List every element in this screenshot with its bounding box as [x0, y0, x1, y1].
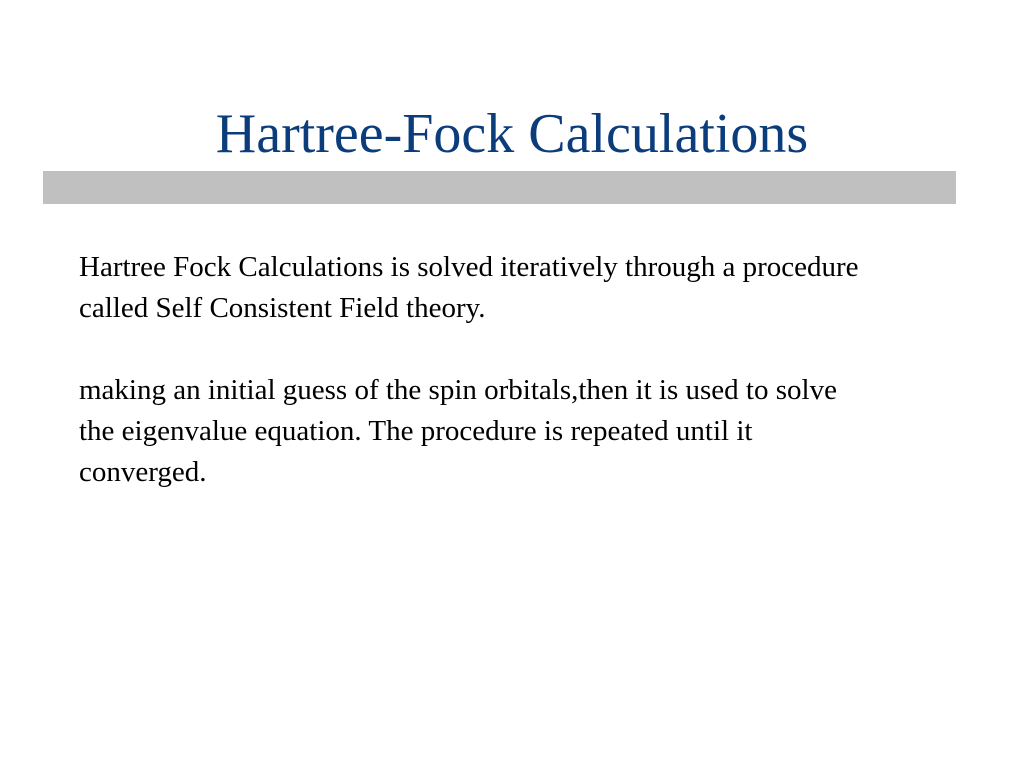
- paragraph-scf-intro: Hartree Fock Calculations is solved iteratively through a procedure called Self Consistent Field theory.: [79, 251, 859, 324]
- title-divider-bar: [43, 171, 956, 204]
- slide-title: Hartree-Fock Calculations: [215, 103, 809, 165]
- paragraph-scf-procedure: making an initial guess of the spin orbitals,then it is used to solve the eigenvalue equation. The procedure is repeated until it converged.: [79, 374, 837, 488]
